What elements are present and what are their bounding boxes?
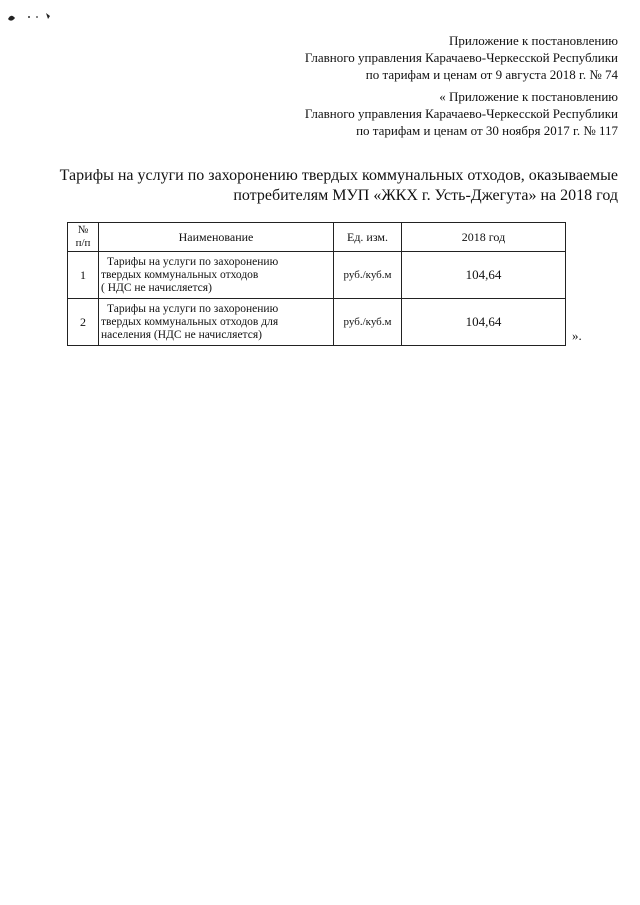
appendix-current-line-3: по тарифам и ценам от 9 августа 2018 г. № 74 bbox=[365, 67, 618, 82]
header-num-line-2: п/п bbox=[75, 237, 91, 249]
scan-mark-2 bbox=[28, 16, 30, 18]
tariff-table bbox=[67, 222, 566, 346]
row-1-value: 104,64 bbox=[402, 252, 566, 299]
table-row bbox=[68, 299, 566, 346]
scan-mark-3 bbox=[36, 16, 38, 18]
scan-mark-1 bbox=[8, 16, 15, 21]
row-1-num: 1 bbox=[68, 252, 99, 299]
table-row bbox=[68, 252, 566, 299]
row-2-unit: руб./куб.м bbox=[334, 299, 402, 346]
row-2-name bbox=[99, 299, 334, 346]
appendix-previous-line-1: « Приложение к постановлению bbox=[439, 89, 618, 104]
row-2-name-line-1: Тарифы на услуги по захоронению bbox=[107, 302, 279, 315]
appendix-previous-line-2: Главного управления Карачаево-Черкесской Республики bbox=[304, 106, 618, 121]
row-1-name-line-1: Тарифы на услуги по захоронению bbox=[107, 255, 279, 268]
header-unit: Ед. изм. bbox=[334, 223, 402, 252]
appendix-previous-line-3: по тарифам и ценам от 30 ноября 2017 г. № 117 bbox=[356, 123, 618, 138]
row-2-num: 2 bbox=[68, 299, 99, 346]
header-num bbox=[68, 223, 99, 252]
appendix-previous bbox=[305, 88, 618, 139]
table-header-row bbox=[68, 223, 566, 252]
header-year: 2018 год bbox=[402, 223, 566, 252]
row-1-unit: руб./куб.м bbox=[334, 252, 402, 299]
document-title-line-2: потребителям МУП «ЖКХ г. Усть-Джегута» на 2018 год bbox=[233, 187, 618, 204]
document-title bbox=[30, 166, 618, 206]
row-1-name-line-2: твердых коммунальных отходов bbox=[101, 268, 259, 281]
appendix-current-line-2: Главного управления Карачаево-Черкесской Республики bbox=[304, 50, 618, 65]
scan-artifact-marks bbox=[6, 10, 56, 24]
header-name: Наименование bbox=[99, 223, 334, 252]
row-1-name-line-3: ( НДС не начисляется) bbox=[101, 281, 212, 294]
appendix-current bbox=[305, 32, 618, 83]
row-2-name-line-3: населения (НДС не начисляется) bbox=[101, 328, 262, 341]
row-2-value: 104,64 bbox=[402, 299, 566, 346]
scan-mark-4 bbox=[46, 13, 50, 19]
row-2-name-line-2: твердых коммунальных отходов для bbox=[101, 315, 279, 328]
header-num-line-1: № bbox=[77, 224, 89, 236]
row-1-name bbox=[99, 252, 334, 299]
appendix-current-line-1: Приложение к постановлению bbox=[448, 33, 618, 48]
document-title-line-1: Тарифы на услуги по захоронению твердых коммунальных отходов, оказываемые bbox=[59, 167, 618, 184]
closing-quote: ». bbox=[572, 328, 582, 343]
